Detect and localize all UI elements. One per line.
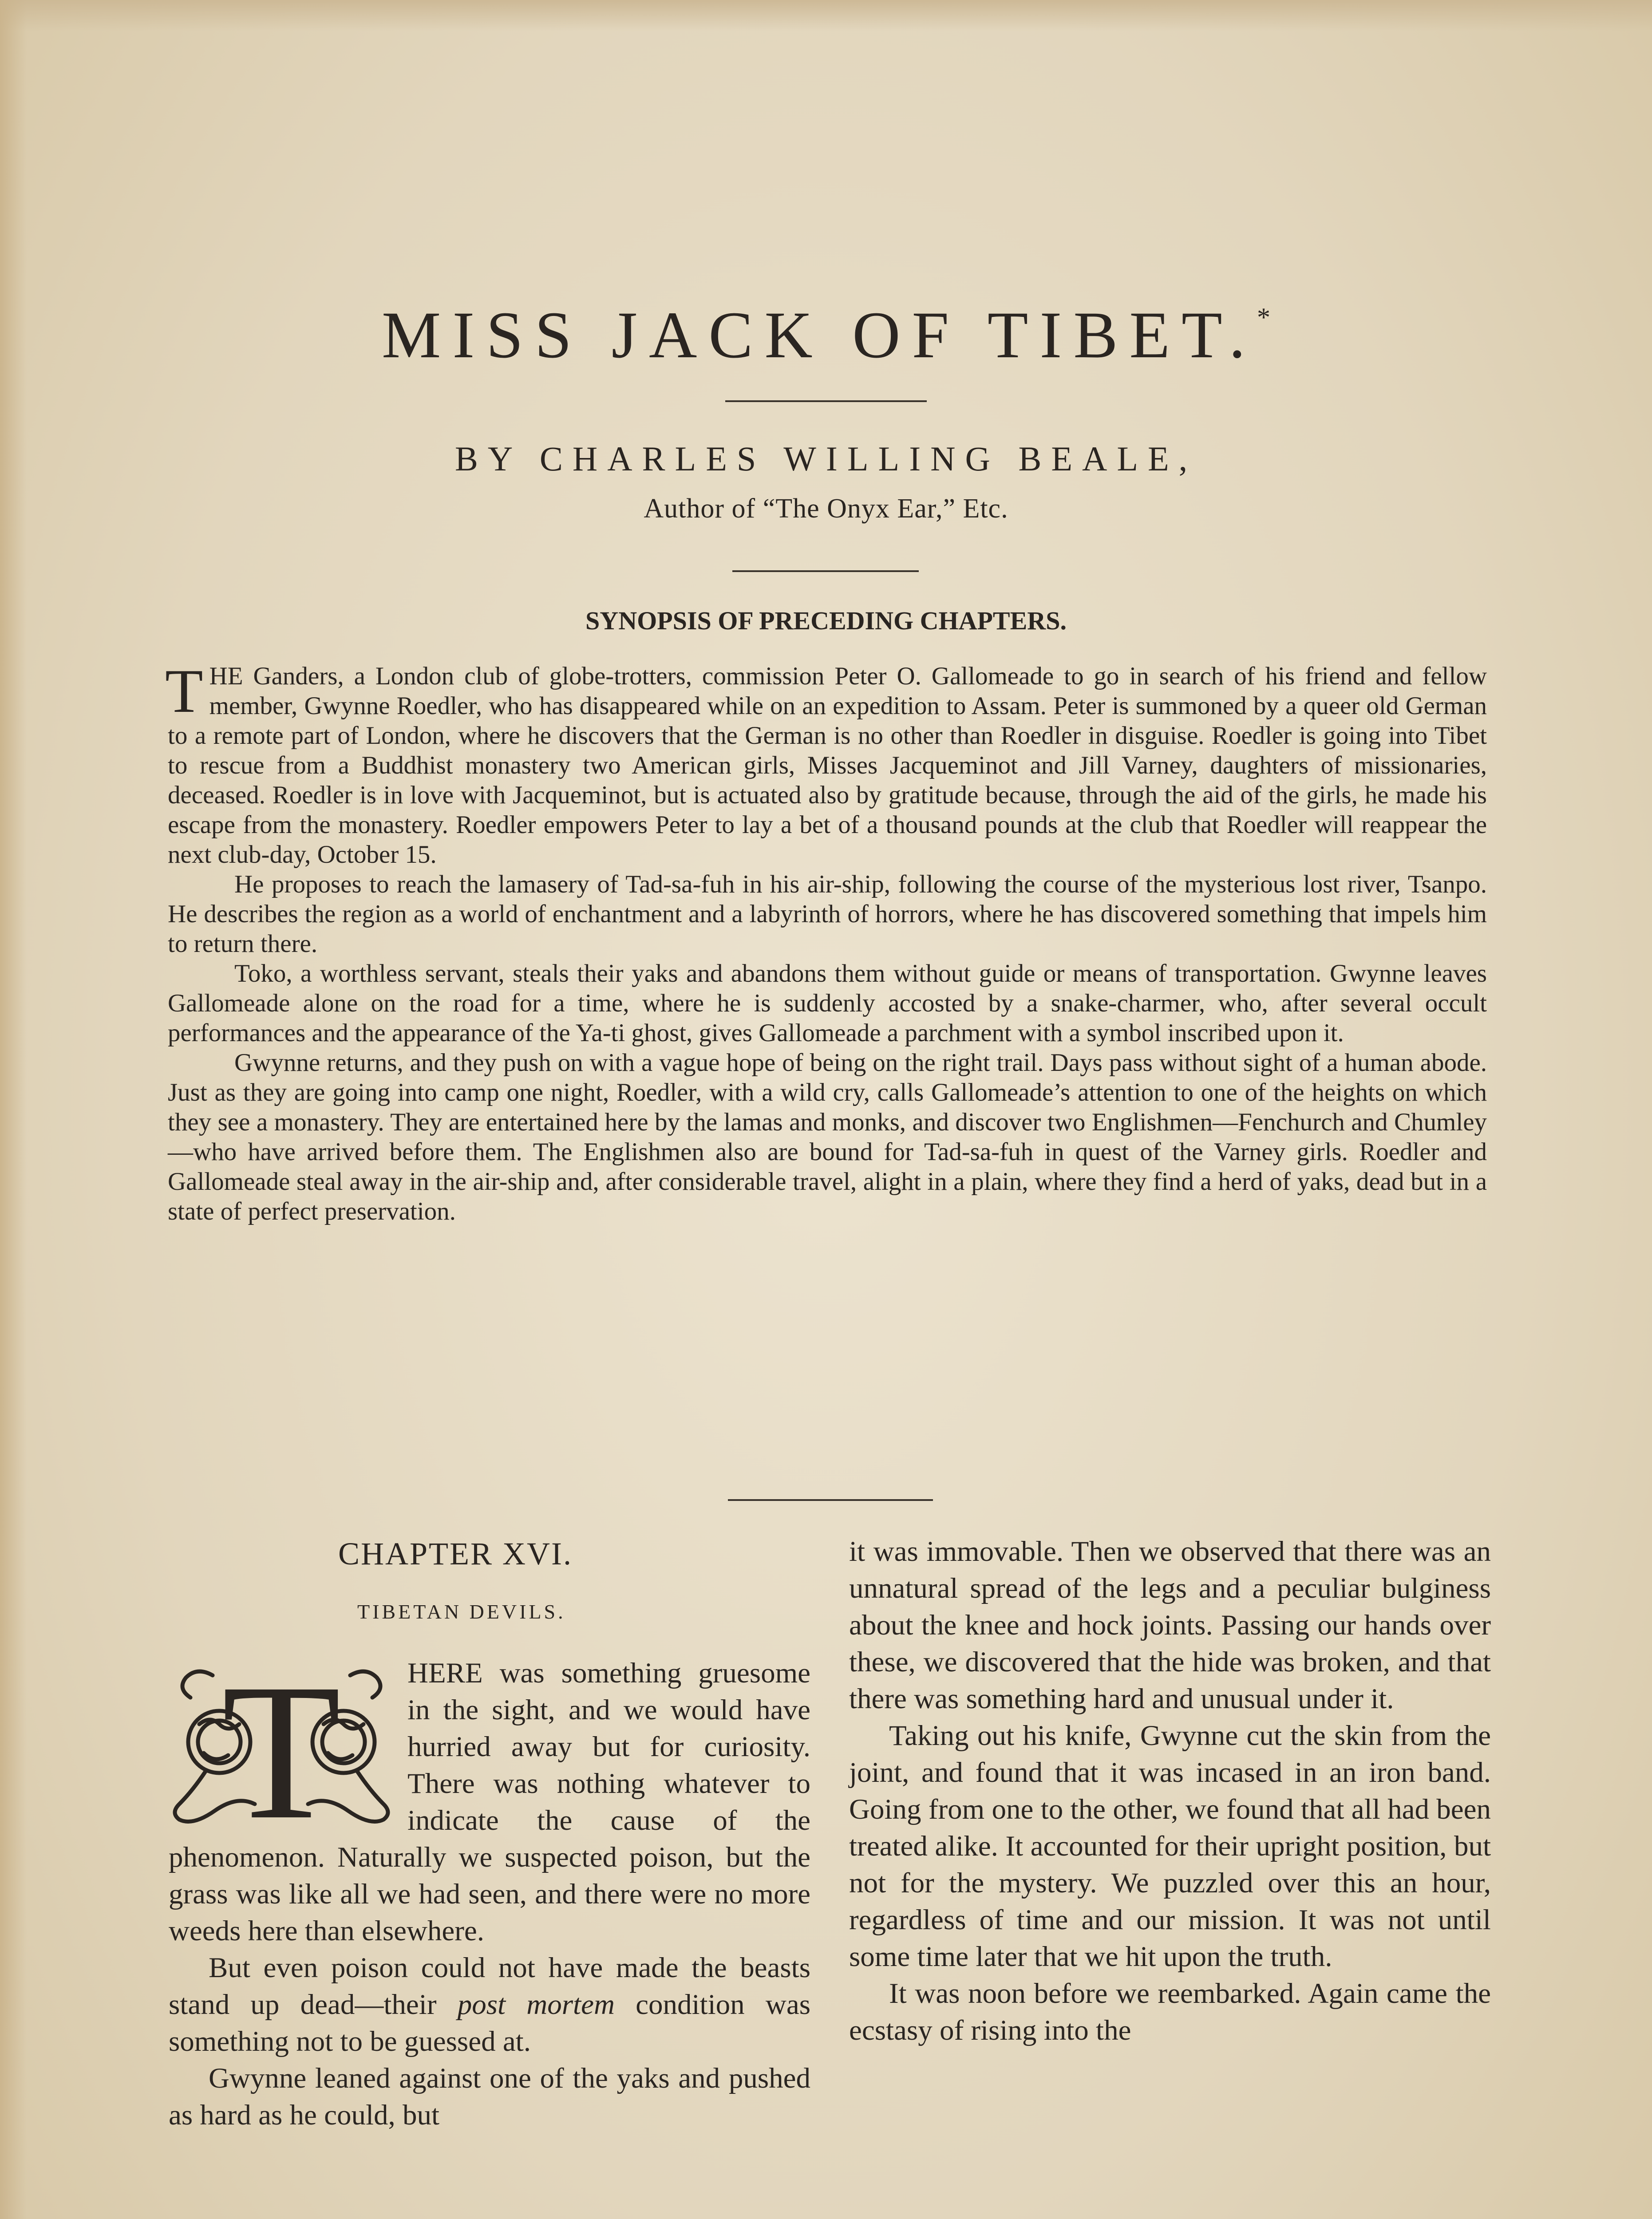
- synopsis-paragraph: Toko, a worthless servant, steals their yaks and abandons them without guide or means of transportation. Gwynne leaves Gallomeade alone on the road for a time, where he is suddenly accosted by a snake-charmer, who, after several occult performances and the appearance of the Ya-ti ghost, gives Gallomeade a parchment with a symbol inscribed upon it.: [168, 959, 1487, 1047]
- chapter-paragraph: [169, 1950, 810, 2060]
- chapter-paragraph-text: HERE was something gruesome in the sight, and we would have hurried away but for curiosity. There was nothing whatever to indicate the cause of the phenomenon. Naturally we suspected poison, but the grass was like all we had seen, and there were no more weeds here than elsewhere.: [169, 1657, 810, 1947]
- chapter-paragraph: Gwynne leaned against one of the yaks and pushed as hard as he could, but: [169, 2062, 810, 2131]
- chapter-paragraph-text: But even poison could not have made the beasts stand up dead—their: [169, 1952, 810, 2021]
- synopsis-paragraph: He proposes to reach the lamasery of Tad-sa-fuh in his air-ship, following the course of the mysterious lost river, Tsanpo. He describes the region as a world of enchantment and a labyrinth of horrors, where he has discovered something that impels him to return there.: [168, 870, 1487, 958]
- chapter-paragraph: [169, 1655, 810, 1950]
- column-right: [849, 1533, 1491, 2049]
- byline-divider: [732, 570, 919, 572]
- synopsis-heading: SYNOPSIS OF PRECEDING CHAPTERS.: [585, 606, 1067, 635]
- byline: BY CHARLES WILLING BEALE,: [454, 439, 1198, 478]
- synopsis: [165, 657, 1487, 1226]
- synopsis-drop-letter: T: [165, 657, 203, 726]
- column-left: [169, 1533, 810, 2134]
- synopsis-paragraph: [165, 657, 1487, 869]
- chapter-paragraph-text: condition was something not to be guessed at.: [169, 1989, 810, 2057]
- chapter-subtitle: TIBETAN DEVILS.: [357, 1600, 566, 1623]
- author-credit: Author of “The Onyx Ear,” Etc.: [644, 494, 1008, 524]
- chapter-paragraph: it was immovable. Then we observed that there was an unnatural spread of the legs and a peculiar bulginess about the knee and hock joints. Passing our hands over these, we discovered that the hide was broken, and that there was something hard and unusual under it.: [849, 1536, 1491, 1715]
- page-edge-shadow-top: [0, 0, 1652, 31]
- title-footnote-mark: *: [1257, 303, 1271, 332]
- initial-letter: T: [221, 1658, 341, 1831]
- italic-phrase: post mortem: [457, 1989, 615, 2021]
- chapter-paragraph: Taking out his knife, Gwynne cut the skin from the joint, and found that it was incased in an iron band. Going from one to the other, we found that all had been treated alike. It accounted for their upright position, but not for the mystery. We puzzled over this an hour, regardless of time and our mission. It was not until some time later that we hit upon the truth.: [849, 1720, 1491, 1973]
- ornament-initial-t-icon: [166, 1658, 397, 1831]
- section-divider: [728, 1499, 933, 1501]
- story-title-text: MISS JACK OF TIBET.: [381, 298, 1257, 372]
- chapter-paragraph: It was noon before we reembarked. Again came the ecstasy of rising into the: [849, 1978, 1491, 2046]
- chapter-title: CHAPTER XVI.: [338, 1536, 573, 1571]
- story-title: [0, 298, 1652, 372]
- synopsis-paragraph: Gwynne returns, and they push on with a vague hope of being on the right trail. Days pass without sight of a human abode. Just as they are going into camp one night, Roedler, with a wild cry, calls Gallomeade’s attention to one of the heights on which they see a monastery. They are entertained here by the lamas and monks, and discover two Englishmen—Fenchurch and Chumley—who have arrived before them. The Englishmen also are bound for Tad-sa-fuh in quest of the Varney girls. Roedler and Gallomeade steal away in the air-ship and, after considerable travel, alight in a plain, where they find a herd of yaks, dead but in a state of perfect preservation.: [168, 1049, 1487, 1225]
- synopsis-paragraph-text: HE Ganders, a London club of globe-trotters, commission Peter O. Gallomeade to go in search of his friend and fellow member, Gwynne Roedler, who has disappeared while on an expedition to Assam. Peter is summoned by a queer old German to a remote part of London, where he discovers that the German is no other than Roedler in disguise. Roedler is going into Tibet to rescue from a Buddhist monastery two American girls, Misses Jacqueminot and Jill Varney, daughters of missionaries, deceased. Roedler is in love with Jacqueminot, but is actuated also by gratitude because, through the aid of the girls, he made his escape from the monastery. Roedler empowers Peter to lay a bet of a thousand pounds at the club that Roedler will reappear the next club-day, October 15.: [168, 662, 1487, 869]
- decorated-initial: [166, 1658, 397, 1831]
- title-divider: [725, 400, 927, 402]
